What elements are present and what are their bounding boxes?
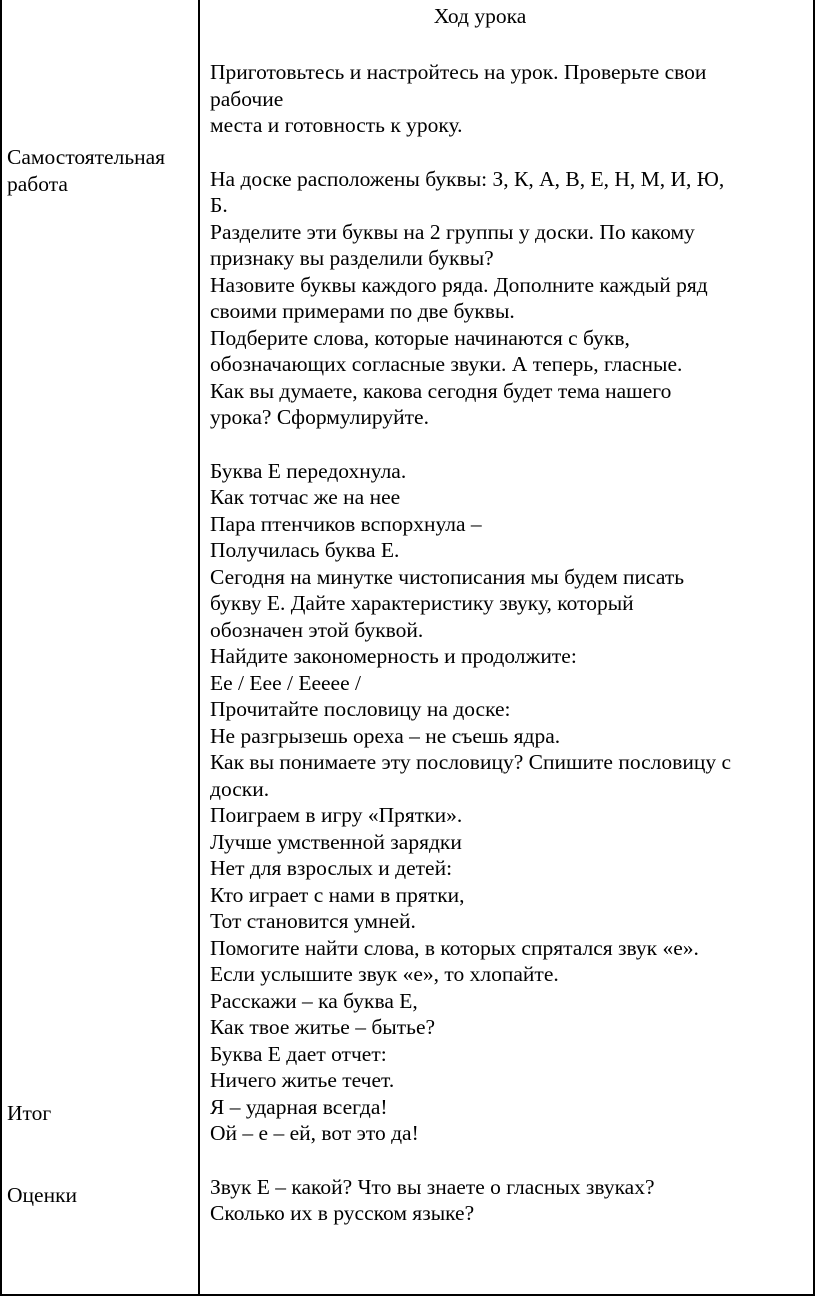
text-line: Найдите закономерность и продолжите: [210, 644, 577, 668]
text-line: Ой – е – ей, вот это да! [210, 1121, 419, 1145]
text-line: Приготовьтесь и настройтесь на урок. Проверьте свои [210, 60, 707, 84]
text-line: Поиграем в игру «Прятки». [210, 803, 463, 827]
text-line: места и готовность к уроку. [210, 113, 463, 137]
lesson-content-column [210, 0, 810, 1296]
text-line: Назовите буквы каждого ряда. Дополните каждый ряд [210, 272, 708, 297]
lesson-text [210, 59, 806, 1227]
text-line: своими примерами по две буквы. [210, 299, 515, 323]
text-line: доски. [210, 776, 270, 801]
table-column-divider [198, 0, 200, 1296]
table-left-border [0, 0, 2, 1296]
text-line: Разделите эти буквы на 2 группы у доски. По какому [210, 219, 695, 244]
stage-label-grades: Оценки [7, 1183, 78, 1207]
stage-column [7, 0, 197, 1296]
stage-label-independent-work [7, 144, 165, 197]
text-line: Прочитайте пословицу на доске: [210, 697, 511, 721]
text-line: Как вы думаете, какова сегодня будет тема нашего [210, 378, 672, 403]
text-line: Как тотчас же на нее [210, 485, 401, 509]
text-line: Сегодня на минутке чистописания мы будем писать [210, 564, 685, 589]
text-line: Подберите слова, которые начинаются с букв, [210, 325, 630, 350]
text-line: обозначен этой буквой. [210, 617, 424, 642]
text-line: Буква Е передохнула. [210, 458, 407, 483]
text-line: Не разгрызешь ореха – не съешь ядра. [210, 723, 561, 748]
text-line: Как вы понимаете эту пословицу? Спишите пословицу с [210, 750, 731, 774]
text-line: Лучше умственной зарядки [210, 829, 462, 854]
text-line: Ничего житье течет. [210, 1068, 395, 1092]
text-line: Расскажи – ка буква Е, [210, 988, 418, 1013]
text-line: урока? Сформулируйте. [210, 405, 429, 429]
text-line: признаку вы разделили буквы? [210, 246, 494, 270]
stage-label-summary: Итог [7, 1101, 52, 1125]
stage-label-line: работа [7, 171, 68, 196]
paragraph-gap [210, 1147, 806, 1174]
text-line: рабочие [210, 86, 284, 111]
text-line: На доске расположены буквы: З, К, А, В, Е, Н, М, И, Ю, [210, 166, 725, 191]
text-line: Как твое житье – бытье? [210, 1015, 436, 1039]
text-line: Звук Е – какой? Что вы знаете о гласных звуках? [210, 1174, 655, 1199]
text-line: Я – ударная всегда! [210, 1094, 388, 1119]
paragraph-gap [210, 139, 806, 166]
table-right-border [813, 0, 815, 1296]
text-line: Кто играет с нами в прятки, [210, 882, 465, 907]
text-line: обозначающих согласные звуки. А теперь, гласные. [210, 352, 683, 376]
text-line: Пара птенчиков вспорхнула – [210, 511, 482, 536]
text-line: Тот становится умней. [210, 909, 416, 933]
text-line: Б. [210, 193, 228, 217]
text-line: Получилась буква Е. [210, 538, 400, 562]
text-line: Сколько их в русском языке? [210, 1201, 475, 1225]
text-line: Ее / Еее / Ееееe / [210, 670, 361, 695]
stage-label-line: Самостоятельная [7, 145, 166, 169]
text-line: Если услышите звук «е», то хлопайте. [210, 962, 559, 986]
paragraph-gap [210, 431, 806, 458]
text-line: Помогите найти слова, в которых спрятался звук «е». [210, 935, 699, 960]
lesson-title: Ход урока [433, 4, 527, 28]
text-line: букву Е. Дайте характеристику звуку, который [210, 591, 634, 615]
text-line: Нет для взрослых и детей: [210, 856, 453, 880]
text-line: Буква Е дает отчет: [210, 1041, 387, 1066]
